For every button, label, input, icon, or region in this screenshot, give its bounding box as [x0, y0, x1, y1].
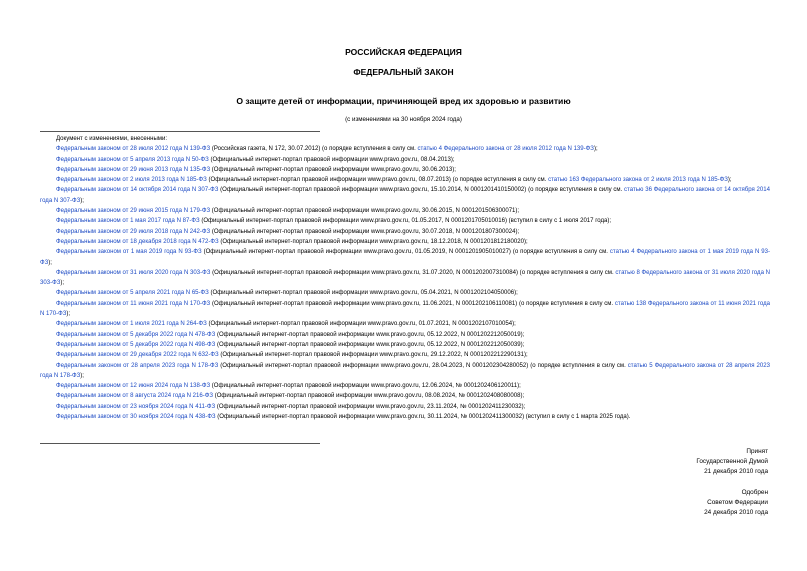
amendment-source-text: (Официальный интернет-портал правовой информации www.pravo.gov.ru, 05.12.2022, N 0001202212050039);: [215, 341, 525, 348]
amendment-source-text: (Официальный интернет-портал правовой информации www.pravo.gov.ru, 28.04.2023, N 0001202304280052) (о порядке вступления в силу см.: [218, 362, 628, 369]
amendment-item: [40, 391, 770, 401]
amendment-law-link[interactable]: Федеральным законом от 28 апреля 2023 года N 178-ФЗ: [56, 362, 219, 369]
amendment-law-link[interactable]: Федеральным законом от 8 августа 2024 года N 216-ФЗ: [56, 393, 214, 400]
amendment-tail-text: );: [80, 372, 84, 379]
amendment-tail-text: );: [48, 259, 52, 266]
amendment-law-link[interactable]: Федеральным законом от 29 июня 2013 года N 135-ФЗ: [56, 166, 211, 173]
amendment-law-link[interactable]: Федеральным законом от 5 апреля 2021 года N 65-ФЗ: [56, 290, 209, 297]
amendment-source-text: (Официальный интернет-портал правовой информации www.pravo.gov.ru, 29.12.2022, N 0001202212290131);: [218, 352, 528, 359]
amendment-law-link[interactable]: Федеральным законом от 5 декабря 2022 года N 478-ФЗ: [56, 331, 216, 338]
duma-date: 21 декабря 2010 года: [704, 468, 768, 476]
amendment-source-text: (Официальный интернет-портал правовой информации www.pravo.gov.ru, 30.07.2018, N 0001201807300024);: [210, 228, 520, 235]
bottom-divider: [40, 443, 320, 444]
amendment-source-text: (Официальный интернет-портал правовой информации www.pravo.gov.ru, 08.08.2024, № 0001202408080008);: [213, 393, 525, 400]
council-name: Советом Федерации: [707, 499, 768, 507]
amendments-intro: Документ с изменениями, внесенными:: [56, 136, 168, 142]
amendment-source-text: (Официальный интернет-портал правовой информации www.pravo.gov.ru, 15.10.2014, N 0001201410150002) (о порядке вступления в силу см.: [218, 187, 625, 194]
council-approval-block: [600, 488, 768, 519]
entry-into-force-link[interactable]: статью 163 Федерального закона от 2 июля 2013 года N 185-ФЗ: [548, 177, 728, 184]
amendment-source-text: (Официальный интернет-портал правовой информации www.pravo.gov.ru, 31.07.2020, N 0001202007310084) (о порядке вступления в силу см.: [210, 269, 616, 276]
entry-into-force-link[interactable]: статью 5 Федерального закона от 28 апреля 2023 года N 178-ФЗ: [40, 362, 770, 379]
amendment-source-text: (Официальный интернет-портал правовой информации www.pravo.gov.ru, 08.04.2013);: [208, 156, 455, 163]
amendment-source-text: (Официальный интернет-портал правовой информации www.pravo.gov.ru, 30.11.2024, № 0001202411300032) (вступил в силу с 1 марта 2025 года).: [215, 414, 631, 421]
amendment-item: [40, 165, 770, 175]
amendment-item: [40, 144, 770, 154]
amendment-law-link[interactable]: Федеральным законом от 11 июня 2021 года N 170-ФЗ: [56, 300, 211, 307]
amendment-tail-text: );: [593, 146, 598, 153]
amendment-source-text: (Официальный интернет-портал правовой информации www.pravo.gov.ru, 30.06.2015, N 0001201506300071);: [210, 208, 520, 215]
amendment-item: [40, 247, 770, 268]
amendment-source-text: (Официальный интернет-портал правовой информации www.pravo.gov.ru, 08.07.2013) (о порядке вступления в силу см.: [206, 177, 549, 184]
amendment-law-link[interactable]: Федеральным законом от 12 июня 2024 года N 138-ФЗ: [56, 383, 211, 390]
amendment-source-text: (Официальный интернет-портал правовой информации www.pravo.gov.ru, 01.05.2019, N 0001201905010027) (о порядке вступления в силу см.: [201, 249, 610, 256]
amendment-item: [40, 268, 770, 289]
amendment-law-link[interactable]: Федеральным законом от 1 июля 2021 года N 264-ФЗ: [56, 321, 207, 328]
amendment-law-link[interactable]: Федеральным законом от 29 декабря 2022 года N 632-ФЗ: [56, 352, 219, 359]
amendment-tail-text: );: [66, 311, 71, 318]
amendments-list: [40, 134, 770, 422]
amendment-item: [40, 330, 770, 340]
entry-into-force-link[interactable]: статью 4 Федерального закона от 1 мая 2019 года N 93-ФЗ: [40, 249, 771, 266]
amendment-law-link[interactable]: Федеральным законом от 28 июля 2012 года N 139-ФЗ: [56, 146, 211, 153]
amendment-law-link[interactable]: Федеральным законом от 23 ноября 2024 года N 411-ФЗ: [56, 403, 216, 410]
entry-into-force-link[interactable]: статью 36 Федерального закона от 14 октября 2014 года N 307-ФЗ: [40, 187, 770, 204]
amendment-law-link[interactable]: Федеральным законом от 5 апреля 2013 года N 50-ФЗ: [56, 156, 209, 163]
amendment-item: [40, 402, 770, 412]
amendment-law-link[interactable]: Федеральным законом от 1 мая 2017 года N 87-ФЗ: [56, 218, 200, 225]
amendment-source-text: (Официальный интернет-портал правовой информации www.pravo.gov.ru, 12.06.2024, № 0001202406120011);: [210, 383, 521, 390]
amendment-item: [40, 350, 770, 360]
amendment-item: [40, 237, 770, 247]
document-title: О защите детей от информации, причиняющей вред их здоровью и развитию: [236, 96, 571, 106]
top-divider: [40, 131, 320, 132]
amendment-item: [40, 361, 770, 382]
entry-into-force-link[interactable]: статью 4 Федерального закона от 28 июля 2012 года N 139-ФЗ: [417, 146, 594, 153]
amendment-law-link[interactable]: Федеральным законом от 18 декабря 2018 года N 472-ФЗ: [56, 238, 219, 245]
duma-adoption-block: [600, 447, 768, 478]
amendment-item: [40, 185, 770, 206]
amendment-tail-text: );: [80, 197, 84, 204]
amendment-item: [40, 175, 770, 185]
amendment-source-text: (Официальный интернет-портал правовой информации www.pravo.gov.ru, 01.07.2021, N 0001202107010054);: [206, 321, 516, 328]
duma-name: Государственной Думой: [696, 458, 768, 466]
amendment-item: [40, 227, 770, 237]
amendment-source-text: (Официальный интернет-портал правовой информации www.pravo.gov.ru, 30.06.2013);: [210, 166, 456, 173]
duma-adopted-label: Принят: [746, 448, 768, 455]
amendment-law-link[interactable]: Федеральным законом от 2 июля 2013 года N 185-ФЗ: [56, 177, 207, 184]
council-approved-label: Одобрен: [741, 489, 768, 496]
amendment-item: [40, 216, 770, 226]
amendment-source-text: (Официальный интернет-портал правовой информации www.pravo.gov.ru, 05.12.2022, N 0001202212050019);: [215, 331, 525, 338]
amendment-source-text: (Официальный интернет-портал правовой информации www.pravo.gov.ru, 05.04.2021, N 0001202104050006);: [208, 290, 518, 297]
amendment-law-link[interactable]: Федеральным законом от 29 июля 2018 года N 242-ФЗ: [56, 228, 211, 235]
amendment-source-text: (Официальный интернет-портал правовой информации www.pravo.gov.ru, 18.12.2018, N 0001201812180020);: [218, 238, 528, 245]
amendment-law-link[interactable]: Федеральным законом от 5 декабря 2022 года N 498-ФЗ: [56, 341, 216, 348]
amendment-item: [40, 155, 770, 165]
amendment-source-text: (Официальный интернет-портал правовой информации www.pravo.gov.ru, 11.06.2021, N 0001202106110081) (о порядке вступления в силу см.: [210, 300, 615, 307]
amendment-law-link[interactable]: Федеральным законом от 31 июля 2020 года N 303-ФЗ: [56, 269, 211, 276]
amendment-law-link[interactable]: Федеральным законом от 30 ноября 2024 года N 438-ФЗ: [56, 414, 216, 421]
amendment-source-text: (Официальный интернет-портал правовой информации www.pravo.gov.ru, 23.11.2024, № 0001202411230032);: [215, 403, 526, 410]
entry-into-force-link[interactable]: статью 138 Федерального закона от 11 июня 2021 года N 170-ФЗ: [40, 300, 770, 318]
amendment-item: [40, 288, 770, 298]
council-date: 24 декабря 2010 года: [704, 509, 768, 517]
amendment-tail-text: );: [727, 177, 732, 184]
amendment-item: [40, 206, 770, 216]
amendment-item: [40, 299, 770, 320]
amendment-source-text: (Российская газета, N 172, 30.07.2012) (о порядке вступления в силу см.: [210, 146, 418, 153]
amendment-item: [40, 340, 770, 350]
amendment-tail-text: );: [60, 280, 65, 287]
country-heading: РОССИЙСКАЯ ФЕДЕРАЦИЯ: [345, 47, 462, 57]
amendment-law-link[interactable]: Федеральным законом от 29 июня 2015 года N 179-ФЗ: [56, 208, 211, 215]
entry-into-force-link[interactable]: статью 8 Федерального закона от 31 июля 2020 года N 303-ФЗ: [40, 269, 771, 287]
amendment-law-link[interactable]: Федеральным законом от 14 октября 2014 года N 307-ФЗ: [56, 187, 219, 194]
amendment-item: [40, 381, 770, 391]
document-type-heading: ФЕДЕРАЛЬНЫЙ ЗАКОН: [353, 67, 454, 77]
amendment-source-text: (Официальный интернет-портал правовой информации www.pravo.gov.ru, 01.05.2017, N 0001201705010016) (вступил в силу с 1 июля 2017 года);: [199, 218, 612, 225]
amendment-law-link[interactable]: Федеральным законом от 1 мая 2019 года N 93-ФЗ: [56, 249, 202, 256]
amendment-item: [40, 412, 770, 422]
amendment-item: [40, 319, 770, 329]
revision-note: (с изменениями на 30 ноября 2024 года): [345, 116, 462, 123]
